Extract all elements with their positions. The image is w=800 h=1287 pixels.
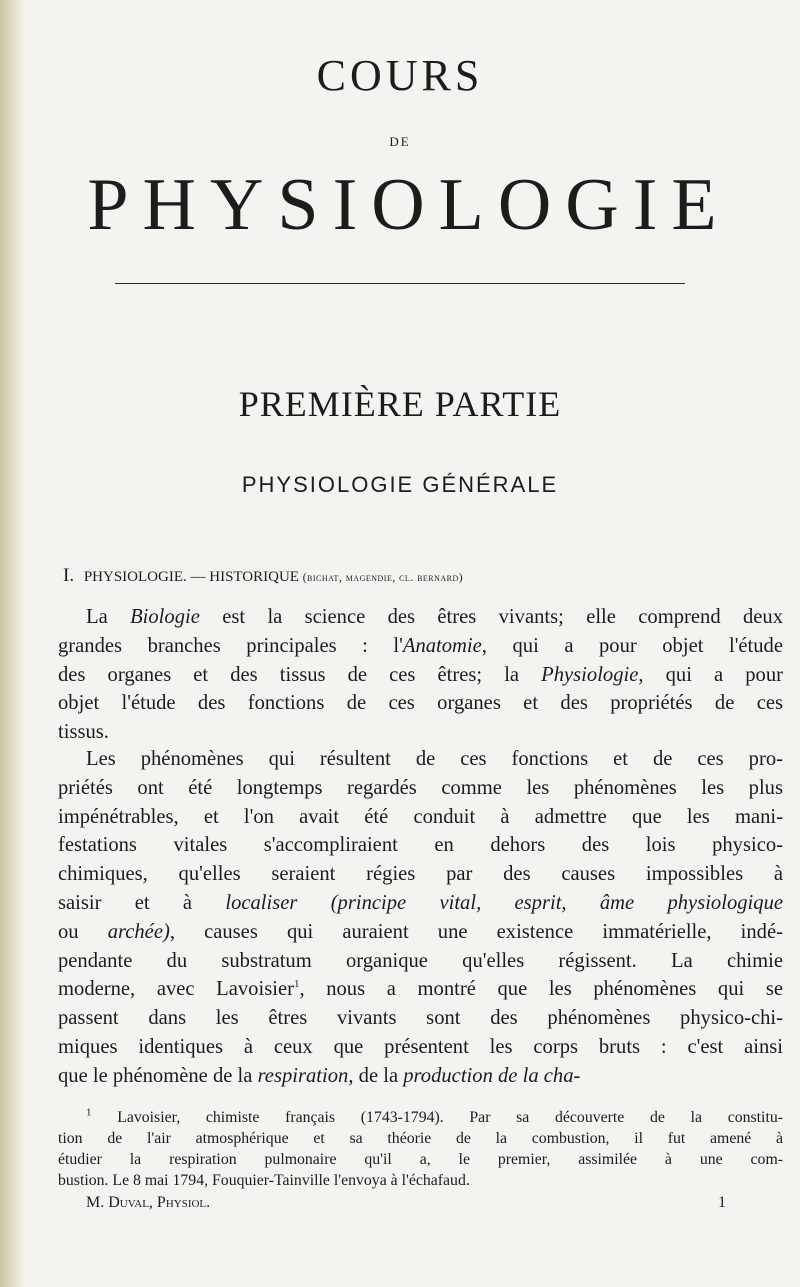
title-de: DE: [389, 134, 411, 149]
section-names: (bichat, magendie, cl. bernard): [302, 572, 464, 584]
paragraph-biologie-line: La Biologie est la science des êtres vivants; elle comprend deux: [86, 606, 783, 628]
part-title: PREMIÈRE PARTIE: [238, 384, 562, 424]
section-heading: [63, 565, 763, 587]
section-title: PHYSIOLOGIE. — HISTORIQUE: [83, 569, 299, 585]
footnote-line: bustion. Le 8 mai 1794, Fouquier-Tainville l'envoya à l'échafaud.: [58, 1172, 470, 1189]
paragraph-phenomenes-line: que le phénomène de la respiration, de la production de la cha-: [58, 1064, 581, 1087]
paragraph-biologie-line: tissus.: [58, 721, 109, 744]
signature-line: M. Duval, Physiol.: [86, 1194, 211, 1211]
paragraph-phenomenes-line: pendante du substratum organique qu'elles régissent. La chimie: [58, 949, 783, 972]
footnote-lavoisier: [58, 1107, 783, 1191]
paragraph-phenomenes-line: ou archée), causes qui auraient une existence immatérielle, indé-: [58, 920, 783, 943]
paragraph-biologie: [58, 603, 783, 747]
paragraph-biologie-line: des organes et des tissus de ces êtres; la Physiologie, qui a pour: [58, 663, 783, 686]
paragraph-biologie-line: grandes branches principales : l'Anatomie, qui a pour objet l'étude: [58, 634, 783, 657]
paragraph-phenomenes-line: miques identiques à ceux que présentent les corps bruts : c'est ainsi: [58, 1035, 783, 1058]
footnote-line: étudier la respiration pulmonaire qu'il a, le premier, assimilée à une com-: [58, 1151, 783, 1168]
paragraph-phenomenes-line: saisir et à localiser (principe vital, esprit, âme physiologique: [58, 891, 783, 914]
paragraph-phenomenes-line: priétés ont été longtemps regardés comme les phénomènes les plus: [58, 776, 783, 799]
paragraph-phenomenes-line: Les phénomènes qui résultent de ces fonctions et de ces pro-: [86, 748, 783, 770]
paragraph-phenomenes-line: moderne, avec Lavoisier$^1$, nous a montré que les phénomènes qui se: [58, 978, 783, 1001]
paragraph-phenomenes-line: chimiques, qu'elles seraient régies par des causes impossibles à: [58, 863, 783, 886]
title-rule: [115, 283, 685, 284]
paragraph-phenomenes-line: festations vitales s'accompliraient en dehors des lois physico-: [58, 834, 783, 857]
paragraph-phenomenes: [58, 745, 783, 1091]
part-subtitle: PHYSIOLOGIE GÉNÉRALE: [241, 472, 559, 497]
sheet-number: 1: [718, 1194, 726, 1211]
paragraph-phenomenes-line: impénétrables, et l'on avait été conduit à admettre que les mani-: [58, 805, 783, 828]
footnote-line: tion de l'air atmosphérique et sa théorie de la combustion, il fut amené à: [58, 1130, 783, 1147]
section-number: I.: [63, 565, 75, 586]
paragraph-phenomenes-line: passent dans les êtres vivants sont des phénomènes physico-chi-: [58, 1007, 783, 1030]
paragraph-biologie-line: objet l'étude des fonctions de ces organes et des propriétés de ces: [58, 692, 783, 715]
footnote-line: $^1$ Lavoisier, chimiste français (1743-1794). Par sa découverte de la constitu-: [86, 1106, 783, 1126]
title-physiologie: PHYSIOLOGIE: [87, 164, 731, 246]
title-cours: COURS: [316, 51, 484, 100]
